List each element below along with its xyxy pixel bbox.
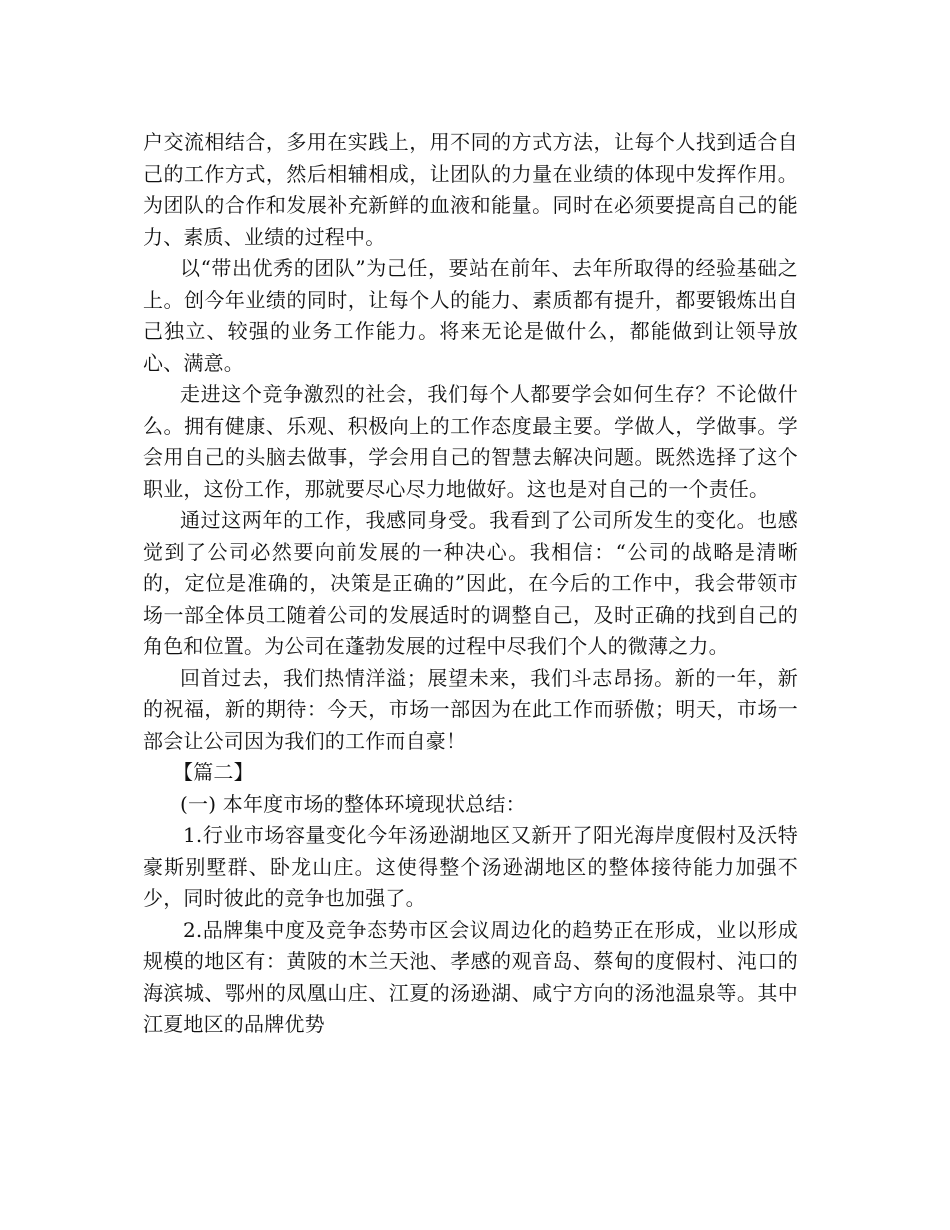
paragraph-continuation: 户交流相结合，多用在实践上，用不同的方式方法，让每个人找到适合自己的工作方式，然后相辅相成，让团队的力量在业绩的体现中发挥作用。为团队的合作和发展补充新鲜的血液和能量。同时在必须要提高自己的能力、素质、业绩的过程中。 bbox=[143, 130, 798, 249]
list-item-market-capacity: 1.行业市场容量变化今年汤逊湖地区又新开了阳光海岸度假村及沃特豪斯别墅群、卧龙山庄。这使得整个汤逊湖地区的整体接待能力加强不少，同时彼此的竞争也加强了。 bbox=[143, 823, 798, 910]
list-item-brand-competition: 2.品牌集中度及竞争态势市区会议周边化的趋势正在形成，业以形成规模的地区有：黄陂的木兰天池、孝感的观音岛、蔡甸的度假村、沌口的海滨城、鄂州的凤凰山庄、江夏的汤逊湖、咸宁方向的汤池温泉等。其中江夏地区的品牌优势 bbox=[143, 917, 798, 1036]
subsection-heading: (一) 本年度市场的整体环境现状总结： bbox=[180, 791, 526, 816]
paragraph-survival: 走进这个竞争激烈的社会，我们每个人都要学会如何生存？不论做什么。拥有健康、乐观、积极向上的工作态度最主要。学做人，学做事。学会用自己的头脑去做事，学会用自己的智慧去解决问题。既然选择了这个职业，这份工作，那就要尽心尽力地做好。这也是对自己的一个责任。 bbox=[143, 382, 798, 501]
paragraph-closing: 回首过去，我们热情洋溢；展望未来，我们斗志昂扬。新的一年，新的祝福，新的期待：今天，市场一部因为在此工作而骄傲；明天，市场一部会让公司因为我们的工作而自豪！ bbox=[143, 665, 798, 753]
paragraph-team-goal: 以“带出优秀的团队”为己任，要站在前年、去年所取得的经验基础之上。创今年业绩的同时，让每个人的能力、素质都有提升，都要锻炼出自己独立、较强的业务工作能力。将来无论是做什么，都能做到让领导放心、满意。 bbox=[143, 256, 798, 375]
document-body bbox=[143, 127, 798, 1041]
paragraph-company-development: 通过这两年的工作，我感同身受。我看到了公司所发生的变化。也感觉到了公司必然要向前发展的一种决心。我相信：“公司的战略是清晰的，定位是准确的，决策是正确的”因此，在今后的工作中，我会带领市场一部全体员工随着公司的发展适时的调整自己，及时正确的找到自己的角色和位置。为公司在蓬勃发展的过程中尽我们个人的微薄之力。 bbox=[143, 508, 798, 658]
section-heading: 【篇二】 bbox=[173, 760, 254, 784]
